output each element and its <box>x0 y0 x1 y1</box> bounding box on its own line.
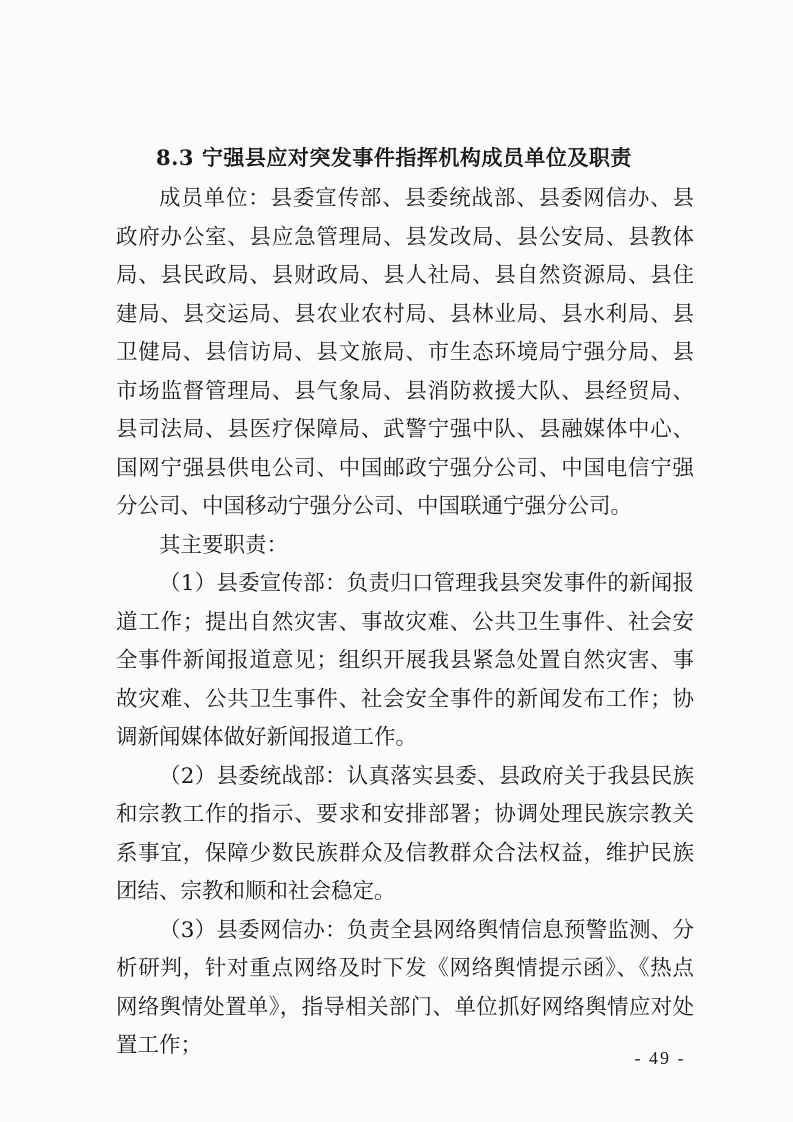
document-body <box>116 180 694 1066</box>
responsibility-item-3: （3）县委网信办：负责全县网络舆情信息预警监测、分析研判，针对重点网络及时下发《网络舆情提示函》、《热点网络舆情处置单》，指导相关部门、单位抓好网络舆情应对处置工作； <box>116 917 694 1058</box>
section-heading: 8.3 宁强县应对突发事件指挥机构成员单位及职责 <box>156 145 632 170</box>
responsibilities-intro: 其主要职责： <box>159 532 289 558</box>
responsibility-item-2: （2）县委统战部：认真落实县委、县政府关于我县民族和宗教工作的指示、要求和安排部署；协调处理民族宗教关系事宜，保障少数民族群众及信教群众合法权益，维护民族团结、宗教和顺和社会稳定。 <box>116 763 694 904</box>
page-number: - 49 - <box>634 1048 686 1068</box>
member-units-paragraph: 成员单位：县委宣传部、县委统战部、县委网信办、县政府办公室、县应急管理局、县发改局、县公安局、县教体局、县民政局、县财政局、县人社局、县自然资源局、县住建局、县交运局、县农业农村局、县林业局、县水利局、县卫健局、县信访局、县文旅局、市生态环境局宁强分局、县市场监督管理局、县气象局、县消防救援大队、县经贸局、县司法局、县医疗保障局、武警宁强中队、县融媒体中心、国网宁强县供电公司、中国邮政宁强分公司、中国电信宁强分公司、中国移动宁强分公司、中国联通宁强分公司。 <box>116 186 694 519</box>
responsibility-item-1: （1）县委宣传部：负责归口管理我县突发事件的新闻报道工作；提出自然灾害、事故灾难、公共卫生事件、社会安全事件新闻报道意见；组织开展我县紧急处置自然灾害、事故灾难、公共卫生事件、社会安全事件的新闻发布工作；协调新闻媒体做好新闻报道工作。 <box>116 571 694 750</box>
